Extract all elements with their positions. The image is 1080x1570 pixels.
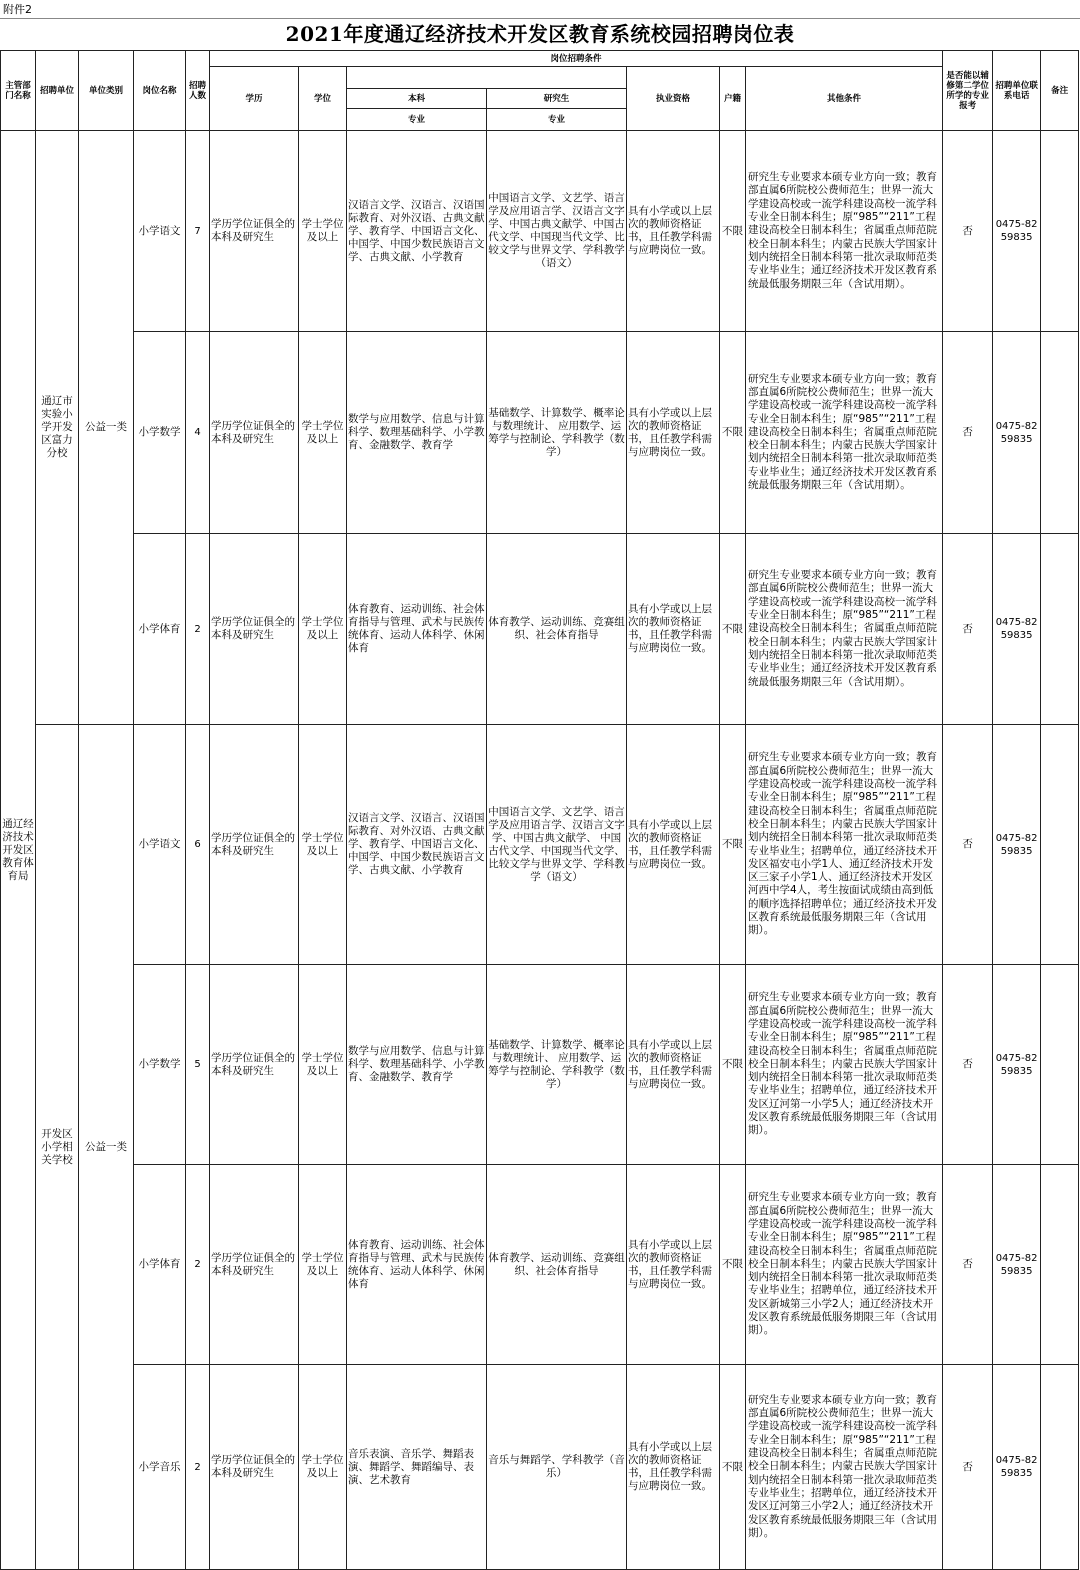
table-cell-education: 学历学位证俱全的本科及研究生 <box>210 332 299 534</box>
table-cell-remark <box>1041 965 1079 1165</box>
table-cell-undergrad-major: 汉语言文学、汉语言、汉语国际教育、对外汉语、古典文献学、教育学、中国语言文化、中国学、中国少数民族语言文学、古典文献、小学教育 <box>347 131 487 332</box>
table-cell-post: 小学数学 <box>134 965 186 1165</box>
table-row <box>1 1165 1079 1365</box>
table-cell-hukou: 不限 <box>720 965 746 1165</box>
table-cell-undergrad-major: 数学与应用数学、信息与计算科学、数理基础科学、小学教育、金融数学、教育学 <box>347 332 487 534</box>
header-hukou: 户籍 <box>720 67 746 131</box>
table-cell-department: 通辽经济技术开发区教育体育局 <box>1 131 36 1570</box>
table-cell-education: 学历学位证俱全的本科及研究生 <box>210 1365 299 1570</box>
table-cell-remark <box>1041 1365 1079 1570</box>
header-undergrad-major: 专业 <box>347 109 487 131</box>
table-cell-second-degree: 否 <box>943 1165 993 1365</box>
table-cell-undergrad-major: 汉语言文学、汉语言、汉语国际教育、对外汉语、古典文献学、教育学、中国语言文化、中国学、中国少数民族语言文学、古典文献、小学教育 <box>347 725 487 965</box>
header-other: 其他条件 <box>746 67 943 131</box>
table-cell-phone: 0475-8259835 <box>993 332 1041 534</box>
table-cell-other: 研究生专业要求本硕专业方向一致；教育部直属6所院校公费师范生；世界一流大学建设高校或一流学科建设高校一流学科专业全日制本科生；原“985”“211”工程建设高校全日制本科生；省属重点师范院校全日制本科生；内蒙古民族大学国家计划内统招全日制本科第一批次录取师范类专业毕业生；招聘单位，通辽经济技术开发区新城第三小学2人；通辽经济技术开发区教育系统最低服务期限三年（含试用期）。 <box>746 1165 943 1365</box>
table-cell-hukou: 不限 <box>720 534 746 725</box>
table-cell-qualification: 具有小学或以上层次的教师资格证书，且任教学科需与应聘岗位一致。 <box>627 131 720 332</box>
table-cell-degree: 学士学位及以上 <box>299 534 347 725</box>
table-cell-second-degree: 否 <box>943 534 993 725</box>
header-dept: 主管部门名称 <box>1 51 36 131</box>
table-cell-count: 6 <box>186 725 210 965</box>
table-cell-phone: 0475-8259835 <box>993 131 1041 332</box>
table-cell-unit-type: 公益一类 <box>79 725 134 1570</box>
annex-label-row <box>0 0 1080 19</box>
table-cell-count: 4 <box>186 332 210 534</box>
table-cell-post: 小学体育 <box>134 1165 186 1365</box>
header-major-spacer <box>347 67 627 89</box>
table-row <box>1 1365 1079 1570</box>
table-cell-education: 学历学位证俱全的本科及研究生 <box>210 725 299 965</box>
header-graduate: 研究生 <box>487 89 627 109</box>
table-cell-other: 研究生专业要求本硕专业方向一致；教育部直属6所院校公费师范生；世界一流大学建设高校或一流学科建设高校一流学科专业全日制本科生；原“985”“211”工程建设高校全日制本科生；省属重点师范院校全日制本科生；内蒙古民族大学国家计划内统招全日制本科第一批次录取师范类专业毕业生；招聘单位，通辽经济技术开发区福安屯小学1人、通辽经济技术开发区三家子小学1人、通辽经济技术开发区河西中学4人，考生按面试成绩由高到低的顺序选择招聘单位；通辽经济技术开发区教育系统最低服务期限三年（含试用期）。 <box>746 725 943 965</box>
table-cell-undergrad-major: 音乐表演、音乐学、舞蹈表演、舞蹈学、舞蹈编导、表演、艺术教育 <box>347 1365 487 1570</box>
header-undergrad: 本科 <box>347 89 487 109</box>
table-cell-qualification: 具有小学或以上层次的教师资格证书，且任教学科需与应聘岗位一致。 <box>627 1165 720 1365</box>
table-cell-phone: 0475-8259835 <box>993 965 1041 1165</box>
table-cell-remark <box>1041 131 1079 332</box>
table-cell-remark <box>1041 534 1079 725</box>
table-cell-undergrad-major: 体育教育、运动训练、社会体育指导与管理、武术与民族传统体育、运动人体科学、休闲体育 <box>347 534 487 725</box>
header-education: 学历 <box>210 67 299 131</box>
table-cell-education: 学历学位证俱全的本科及研究生 <box>210 1165 299 1365</box>
table-cell-unit: 通辽市实验小学开发区富力分校 <box>36 131 79 725</box>
table-cell-phone: 0475-8259835 <box>993 534 1041 725</box>
header-graduate-major: 专业 <box>487 109 627 131</box>
annex-label: 附件2 <box>3 3 32 16</box>
table-cell-undergrad-major: 体育教育、运动训练、社会体育指导与管理、武术与民族传统体育、运动人体科学、休闲体育 <box>347 1165 487 1365</box>
table-row <box>1 725 1079 965</box>
table-cell-other: 研究生专业要求本硕专业方向一致；教育部直属6所院校公费师范生；世界一流大学建设高校或一流学科建设高校一流学科专业全日制本科生；原“985”“211”工程建设高校全日制本科生；省属重点师范院校全日制本科生；内蒙古民族大学国家计划内统招全日制本科第一批次录取师范类专业毕业生；通辽经济技术开发区教育系统最低服务期限三年（含试用期）。 <box>746 332 943 534</box>
table-cell-grad-major: 体育教学、运动训练、竞赛组织、社会体育指导 <box>487 534 627 725</box>
table-cell-other: 研究生专业要求本硕专业方向一致；教育部直属6所院校公费师范生；世界一流大学建设高校或一流学科建设高校一流学科专业全日制本科生；原“985”“211”工程建设高校全日制本科生；省属重点师范院校全日制本科生；内蒙古民族大学国家计划内统招全日制本科第一批次录取师范类专业毕业生；招聘单位，通辽经济技术开发区辽河第三小学2人；通辽经济技术开发区教育系统最低服务期限三年（含试用期）。 <box>746 1365 943 1570</box>
table-cell-unit-type: 公益一类 <box>79 131 134 725</box>
table-cell-hukou: 不限 <box>720 1165 746 1365</box>
table-cell-grad-major: 基础数学、计算数学、概率论与数理统计、 应用数学、运筹学与控制论、学科教学（数学） <box>487 332 627 534</box>
header-degree: 学位 <box>299 67 347 131</box>
table-row <box>1 965 1079 1165</box>
table-row <box>1 332 1079 534</box>
table-cell-degree: 学士学位及以上 <box>299 1165 347 1365</box>
header-unit: 招聘单位 <box>36 51 79 131</box>
document-title: 2021年度通辽经济技术开发区教育系统校园招聘岗位表 <box>285 22 795 46</box>
table-cell-grad-major: 基础数学、计算数学、概率论与数理统计、 应用数学、运筹学与控制论、学科教学（数学） <box>487 965 627 1165</box>
table-cell-grad-major: 音乐与舞蹈学、学科教学（音乐） <box>487 1365 627 1570</box>
recruitment-table <box>0 50 1079 1570</box>
table-row <box>1 131 1079 332</box>
table-cell-qualification: 具有小学或以上层次的教师资格证书，且任教学科需与应聘岗位一致。 <box>627 965 720 1165</box>
table-cell-second-degree: 否 <box>943 725 993 965</box>
header-second-degree: 是否能以辅修第二学位所学的专业报考 <box>943 51 993 131</box>
table-cell-other: 研究生专业要求本硕专业方向一致；教育部直属6所院校公费师范生；世界一流大学建设高校或一流学科建设高校一流学科专业全日制本科生；原“985”“211”工程建设高校全日制本科生；省属重点师范院校全日制本科生；内蒙古民族大学国家计划内统招全日制本科第一批次录取师范类专业毕业生；招聘单位，通辽经济技术开发区辽河第一小学5人；通辽经济技术开发区教育系统最低服务期限三年（含试用期）。 <box>746 965 943 1165</box>
table-cell-post: 小学语文 <box>134 725 186 965</box>
header-count: 招聘人数 <box>186 51 210 131</box>
table-cell-other: 研究生专业要求本硕专业方向一致；教育部直属6所院校公费师范生；世界一流大学建设高校或一流学科建设高校一流学科专业全日制本科生；原“985”“211”工程建设高校全日制本科生；省属重点师范院校全日制本科生；内蒙古民族大学国家计划内统招全日制本科第一批次录取师范类专业毕业生；通辽经济技术开发区教育系统最低服务期限三年（含试用期）。 <box>746 534 943 725</box>
table-cell-unit: 开发区小学相关学校 <box>36 725 79 1570</box>
table-cell-grad-major: 中国语言文学、文艺学、语言学及应用语言学、汉语言文字学、中国古典文献学、中国古代文学、中国现当代文学、比较文学与世界文学、学科教学（语文） <box>487 131 627 332</box>
header-post: 岗位名称 <box>134 51 186 131</box>
table-cell-post: 小学数学 <box>134 332 186 534</box>
table-cell-degree: 学士学位及以上 <box>299 1365 347 1570</box>
table-cell-degree: 学士学位及以上 <box>299 332 347 534</box>
table-cell-qualification: 具有小学或以上层次的教师资格证书，且任教学科需与应聘岗位一致。 <box>627 332 720 534</box>
table-cell-other: 研究生专业要求本硕专业方向一致；教育部直属6所院校公费师范生；世界一流大学建设高校或一流学科建设高校一流学科专业全日制本科生；原“985”“211”工程建设高校全日制本科生；省属重点师范院校全日制本科生；内蒙古民族大学国家计划内统招全日制本科第一批次录取师范类专业毕业生；通辽经济技术开发区教育系统最低服务期限三年（含试用期）。 <box>746 131 943 332</box>
header-phone: 招聘单位联系电话 <box>993 51 1041 131</box>
table-cell-post: 小学体育 <box>134 534 186 725</box>
table-cell-second-degree: 否 <box>943 1365 993 1570</box>
header-qualification: 执业资格 <box>627 67 720 131</box>
table-cell-hukou: 不限 <box>720 131 746 332</box>
table-cell-count: 2 <box>186 1365 210 1570</box>
table-cell-degree: 学士学位及以上 <box>299 725 347 965</box>
header-remark: 备注 <box>1041 51 1079 131</box>
table-cell-second-degree: 否 <box>943 131 993 332</box>
table-cell-qualification: 具有小学或以上层次的教师资格证书，且任教学科需与应聘岗位一致。 <box>627 725 720 965</box>
table-cell-count: 2 <box>186 534 210 725</box>
table-cell-grad-major: 中国语言文学、文艺学、语言学及应用语言学、汉语言文字学、中国古典文献学、 中国古代文学、中国现当代文学、比较文学与世界文学、学科教学（语文） <box>487 725 627 965</box>
table-cell-phone: 0475-8259835 <box>993 1365 1041 1570</box>
table-cell-count: 2 <box>186 1165 210 1365</box>
table-cell-second-degree: 否 <box>943 332 993 534</box>
table-cell-undergrad-major: 数学与应用数学、信息与计算科学、数理基础科学、小学教育、金融数学、教育学 <box>347 965 487 1165</box>
table-cell-count: 5 <box>186 965 210 1165</box>
table-cell-phone: 0475-8259835 <box>993 725 1041 965</box>
table-cell-hukou: 不限 <box>720 1365 746 1570</box>
table-cell-degree: 学士学位及以上 <box>299 965 347 1165</box>
header-unit-type: 单位类别 <box>79 51 134 131</box>
table-cell-post: 小学语文 <box>134 131 186 332</box>
table-row <box>1 534 1079 725</box>
table-cell-education: 学历学位证俱全的本科及研究生 <box>210 965 299 1165</box>
header-conditions-group: 岗位招聘条件 <box>210 51 943 67</box>
table-cell-remark <box>1041 332 1079 534</box>
table-cell-degree: 学士学位及以上 <box>299 131 347 332</box>
table-cell-grad-major: 体育教学、运动训练、竞赛组织、社会体育指导 <box>487 1165 627 1365</box>
table-cell-hukou: 不限 <box>720 332 746 534</box>
table-cell-count: 7 <box>186 131 210 332</box>
table-cell-remark <box>1041 725 1079 965</box>
table-cell-remark <box>1041 1165 1079 1365</box>
table-cell-phone: 0475-8259835 <box>993 1165 1041 1365</box>
table-cell-hukou: 不限 <box>720 725 746 965</box>
table-cell-post: 小学音乐 <box>134 1365 186 1570</box>
table-cell-education: 学历学位证俱全的本科及研究生 <box>210 131 299 332</box>
table-cell-education: 学历学位证俱全的本科及研究生 <box>210 534 299 725</box>
table-cell-second-degree: 否 <box>943 965 993 1165</box>
table-cell-qualification: 具有小学或以上层次的教师资格证书，且任教学科需与应聘岗位一致。 <box>627 1365 720 1570</box>
table-cell-qualification: 具有小学或以上层次的教师资格证书，且任教学科需与应聘岗位一致。 <box>627 534 720 725</box>
